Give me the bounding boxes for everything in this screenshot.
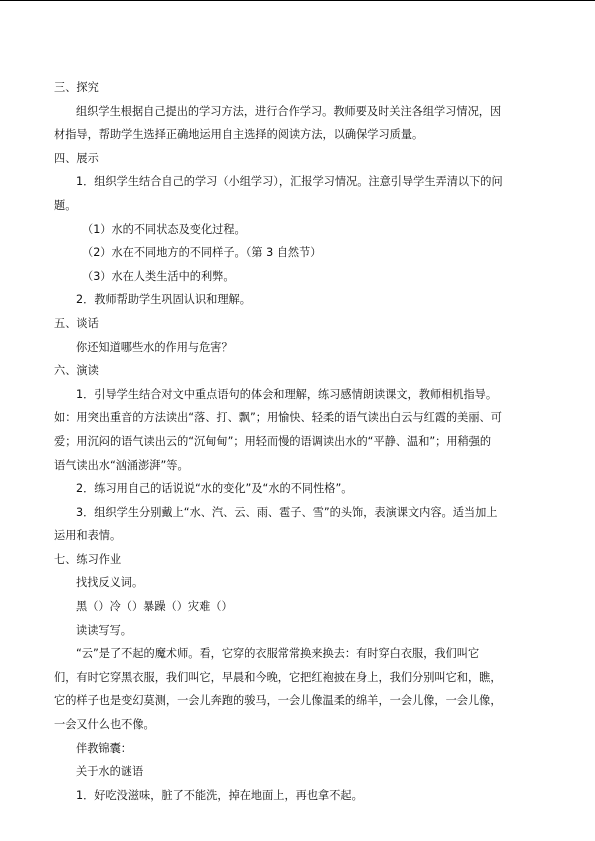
section-heading: 三、探究 bbox=[54, 81, 99, 94]
text-line: 运用和表情。 bbox=[54, 529, 122, 543]
text-line: 1．引导学生结合对文中重点语句的体会和理解，练习感情朗读课文，教师相机指导。 bbox=[76, 387, 498, 401]
text-line: 2．练习用自己的话说说“水的变化”及“水的不同性格”。 bbox=[76, 482, 353, 496]
text-line: 找找反义词。 bbox=[76, 576, 144, 590]
section-heading: 五、谈话 bbox=[54, 316, 99, 330]
section-heading: 四、展示 bbox=[54, 151, 99, 165]
text-line: 题。 bbox=[54, 198, 77, 212]
text-line: （1）水的不同状态及变化过程。 bbox=[82, 222, 246, 236]
text-line: 2．教师帮助学生巩固认识和理解。 bbox=[76, 293, 251, 307]
text-line: 1．好吃没滋味，脏了不能洗，掉在地面上，再也拿不起。 bbox=[76, 788, 363, 802]
text-line: 3．组织学生分别戴上“水、汽、云、雨、雹子、雪”的头饰，表演课文内容。适当加上 bbox=[76, 505, 498, 519]
text-line: 材指导，帮助学生选择正确地运用自主选择的阅读方法，以确保学习质量。 bbox=[54, 128, 424, 142]
text-line: 你还知道哪些水的作用与危害？ bbox=[76, 340, 233, 354]
text-line: 读读写写。 bbox=[76, 623, 132, 637]
text-line: 关于水的谜语 bbox=[76, 765, 144, 779]
header-rule bbox=[0, 0, 595, 1]
text-line: 伴教锦囊： bbox=[76, 741, 132, 755]
text-line: 语气读出水“汹涌澎湃”等。 bbox=[54, 458, 189, 472]
text-line: 它的样子也是变幻莫测，一会儿奔跑的骏马，一会儿像温柔的绵羊，一会儿像，一会儿像， bbox=[54, 694, 502, 708]
text-line: （3）水在人类生活中的利弊。 bbox=[82, 269, 235, 283]
text-line: 一会又什么也不像。 bbox=[54, 718, 155, 732]
text-line: （2）水在不同地方的不同样子。（第 3 自然节） bbox=[82, 246, 322, 260]
section-heading: 七、练习作业 bbox=[54, 552, 122, 566]
section-heading: 六、演读 bbox=[54, 364, 99, 378]
text-line: 爱；用沉闷的语气读出云的“沉甸甸”；用轻而慢的语调读出水的“平静、温和”；用稍强的 bbox=[54, 434, 492, 448]
text-line: 们，有时它穿黑衣服，我们叫它，早晨和今晚，它把红袍披在身上，我们分别叫它和，瞧， bbox=[54, 670, 502, 684]
text-line: 组织学生根据自己提出的学习方法，进行合作学习。教师要及时关注各组学习情况，因 bbox=[76, 104, 502, 118]
text-line: “云”是了不起的魔术师。看，它穿的衣服常常换来换去：有时穿白衣服，我们叫它 bbox=[76, 647, 480, 661]
document-body bbox=[54, 76, 544, 807]
text-line: 如：用突出重音的方法读出“落、打、飘”；用愉快、轻柔的语气读出白云与红霞的美丽、可 bbox=[54, 411, 502, 425]
text-line: 黑（）冷（）暴躁（）灾难（） bbox=[76, 600, 233, 614]
text-line: 1．组织学生结合自己的学习（小组学习），汇报学习情况。注意引导学生弄清以下的问 bbox=[76, 175, 503, 189]
